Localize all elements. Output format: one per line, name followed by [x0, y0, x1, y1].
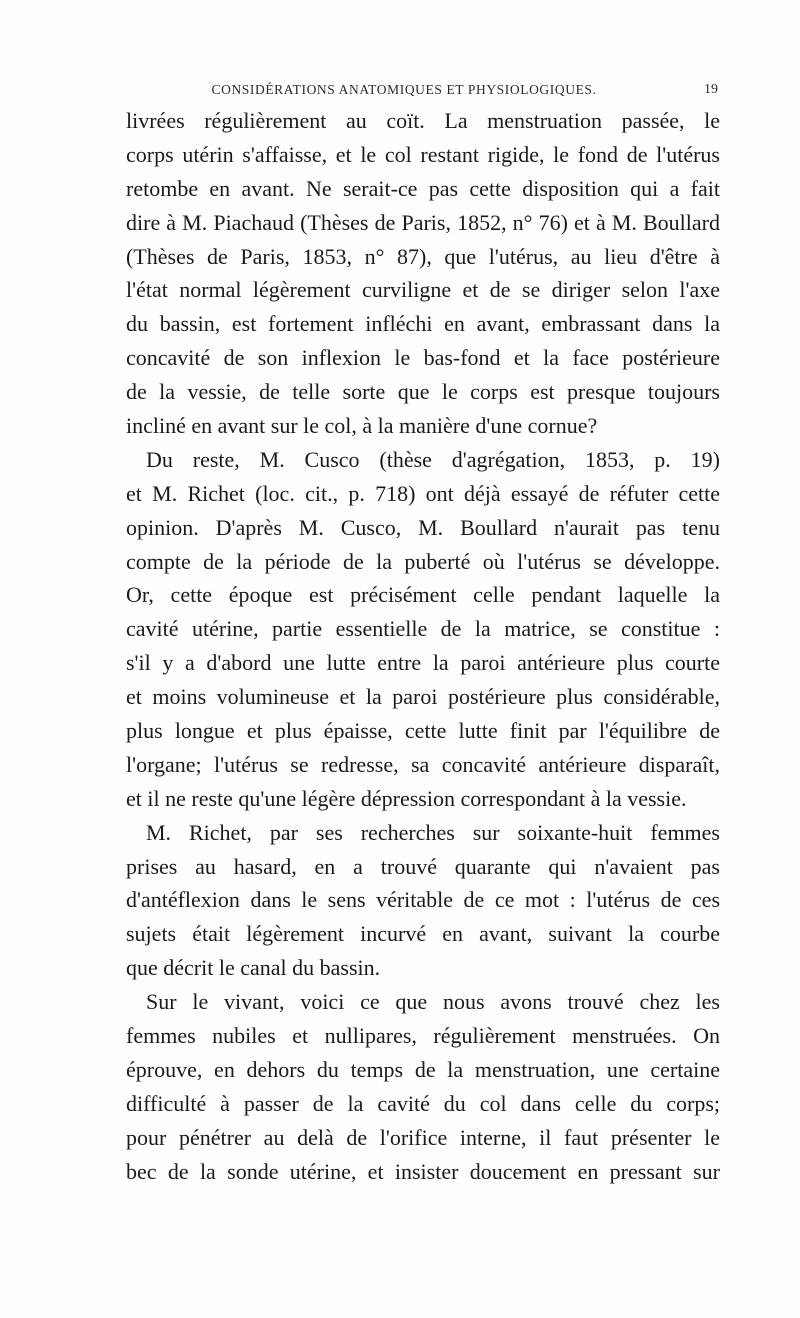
text-line: l'organe; l'utérus se redresse, sa concavité antérieure disparaît, — [126, 751, 720, 777]
text-line: de la vessie, de telle sorte que le corps est presque toujours — [126, 379, 720, 405]
text-line: et il ne reste qu'une légère dépression correspondant à la vessie. — [126, 785, 687, 811]
text-line: s'il y a d'abord une lutte entre la paroi antérieure plus courte — [126, 650, 720, 676]
text-line: du bassin, est fortement infléchi en avant, embrassant dans la — [126, 311, 720, 337]
text-line: M. Richet, par ses recherches sur soixante-huit femmes — [146, 819, 720, 845]
text-line: que décrit le canal du bassin. — [126, 955, 381, 981]
text-line: et moins volumineuse et la paroi postérieure plus considérable, — [126, 684, 720, 710]
text-line: femmes nubiles et nullipares, régulièrement menstruées. On — [126, 1023, 720, 1049]
text-line: livrées régulièrement au coït. La menstruation passée, le — [126, 108, 720, 133]
text-line: Du reste, M. Cusco (thèse d'agrégation, 1853, p. 19) — [146, 446, 720, 472]
text-line: d'antéflexion dans le sens véritable de ce mot : l'utérus de ces — [126, 887, 720, 913]
text-line: plus longue et plus épaisse, cette lutte finit par l'équilibre de — [126, 718, 720, 744]
text-line: incliné en avant sur le col, à la manière d'une cornue? — [126, 413, 598, 439]
text-line: cavité utérine, partie essentielle de la matrice, se constitue : — [126, 616, 720, 642]
text-line: pour pénétrer au delà de l'orifice interne, il faut présenter le — [126, 1124, 720, 1150]
text-line: éprouve, en dehors du temps de la menstruation, une certaine — [126, 1056, 720, 1082]
text-line: l'état normal légèrement curviligne et de se diriger selon l'axe — [126, 277, 720, 303]
text-line: sujets était légèrement incurvé en avant, suivant la courbe — [126, 921, 720, 947]
text-line: Or, cette époque est précisément celle pendant laquelle la — [126, 582, 720, 608]
text-line: retombe en avant. Ne serait-ce pas cette disposition qui a fait — [126, 175, 720, 201]
text-line: Sur le vivant, voici ce que nous avons trouvé chez les — [146, 989, 720, 1015]
text-line: opinion. D'après M. Cusco, M. Boullard n'aurait pas tenu — [126, 514, 720, 540]
text-line: prises au hasard, en a trouvé quarante qui n'avaient pas — [126, 853, 720, 879]
text-line: bec de la sonde utérine, et insister doucement en pressant sur — [126, 1158, 720, 1184]
page-number: 19 — [704, 82, 718, 97]
text-line: et M. Richet (loc. cit., p. 718) ont déjà essayé de réfuter cette — [126, 480, 720, 506]
running-title: CONSIDÉRATIONS ANATOMIQUES ET PHYSIOLOGIQUES. — [211, 82, 597, 97]
text-line: concavité de son inflexion le bas-fond et la face postérieure — [126, 345, 720, 371]
running-header — [130, 78, 718, 102]
body-text — [126, 104, 720, 1189]
text-line: (Thèses de Paris, 1853, n° 87), que l'utérus, au lieu d'être à — [126, 243, 720, 269]
text-line: corps utérin s'affaisse, et le col restant rigide, le fond de l'utérus — [126, 141, 720, 167]
text-line: dire à M. Piachaud (Thèses de Paris, 1852, n° 76) et à M. Boullard — [126, 209, 720, 235]
text-line: difficulté à passer de la cavité du col dans celle du corps; — [126, 1090, 720, 1116]
text-line: compte de la période de la puberté où l'utérus se développe. — [126, 548, 720, 574]
